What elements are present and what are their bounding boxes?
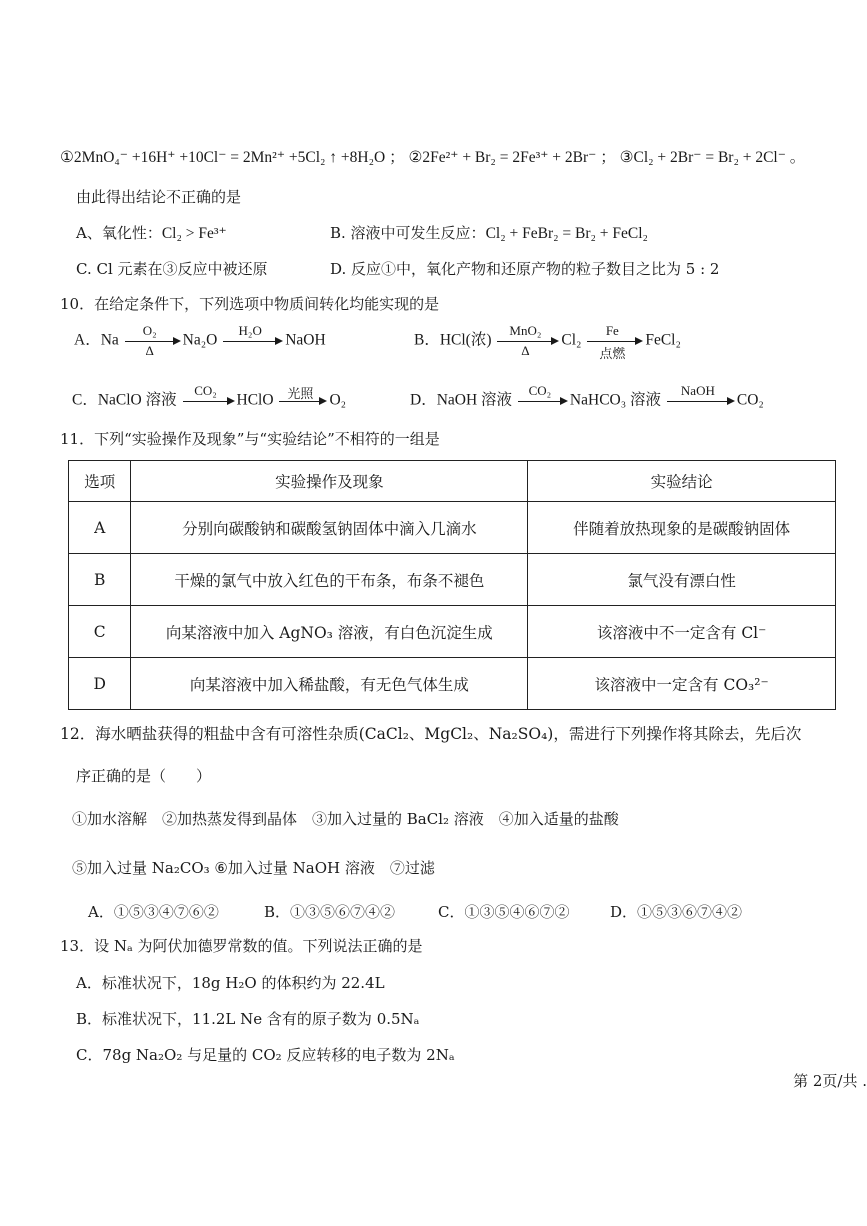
- q11-cell-conclusion: 该溶液中一定含有 CO₃²⁻: [528, 658, 836, 710]
- q10-b-s2: Cl₂: [561, 331, 582, 349]
- q10-d-label: D．: [410, 391, 437, 409]
- q13-option-a: A．标准状况下，18g H₂O 的体积约为 22.4L: [76, 974, 385, 992]
- q9-stem: 由此得出结论不正确的是: [76, 188, 242, 206]
- eq3-number: ③: [619, 149, 634, 166]
- q9-option-c: C. Cl 元素在③反应中被还原: [76, 260, 268, 278]
- q10-b-arrow-2-above: Fe: [605, 323, 619, 338]
- q10-option-c: [72, 383, 347, 416]
- q11-cell-conclusion: 伴随着放热现象的是碳酸钠固体: [528, 502, 836, 554]
- q11-table: [68, 460, 836, 710]
- q10-b-arrow-2-below: 点燃: [599, 346, 626, 361]
- q10-option-d: [410, 383, 764, 416]
- q10-b-arrow-1: [497, 323, 559, 358]
- q10-stem: 10．在给定条件下，下列选项中物质间转化均能实现的是: [60, 295, 440, 313]
- q12-option-b: B．①③⑤⑥⑦④②: [264, 903, 396, 921]
- q10-d-arrow-2-above: NaOH: [680, 383, 715, 398]
- q11-cell-conclusion: 氯气没有漂白性: [528, 554, 836, 606]
- q9-option-b: [330, 222, 648, 243]
- q11-cell-conclusion: 该溶液中不一定含有 Cl⁻: [528, 606, 836, 658]
- q12-option-d: D．①⑤③⑥⑦④②: [610, 903, 743, 921]
- q9-option-a: [76, 222, 227, 243]
- table-row: [69, 502, 836, 554]
- q12-option-c: C．①③⑤④⑥⑦②: [438, 903, 570, 921]
- q10-d-arrow-1-above: CO₂: [528, 383, 552, 398]
- q10-b-arrow-2: [587, 323, 643, 361]
- q10-a-arrow-2-above: H₂O: [238, 323, 262, 338]
- q10-a-arrow-2: [223, 323, 283, 356]
- q12-stem-line-2: 序正确的是（ ）: [76, 767, 212, 785]
- q13-option-b: B．标准状况下，11.2L Ne 含有的原子数为 0.5Nₐ: [76, 1010, 420, 1028]
- q11-cell-operation: 向某溶液中加入 AgNO₃ 溶液，有白色沉淀生成: [131, 606, 528, 658]
- q9-option-a-label: A、氧化性：: [76, 224, 162, 242]
- q11-header-operation: 实验操作及现象: [131, 461, 528, 502]
- q10-c-label: C．: [72, 391, 98, 409]
- q11-cell-option: B: [69, 554, 131, 606]
- q10-c-arrow-2-above: 光照: [287, 386, 314, 401]
- q10-a-label: A．: [74, 331, 101, 349]
- table-row: [69, 554, 836, 606]
- q10-d-arrow-2: [667, 383, 735, 416]
- q10-c-arrow-2: [279, 386, 327, 416]
- q10-option-b: [414, 323, 681, 361]
- q9-option-b-label: B. 溶液中可发生反应：: [330, 224, 486, 242]
- q10-b-s3: FeCl₂: [645, 331, 681, 349]
- q10-a-s3: NaOH: [285, 331, 326, 349]
- q11-stem: 11．下列“实验操作及现象”与“实验结论”不相符的一组是: [60, 430, 440, 448]
- q10-a-arrow-1: [125, 323, 181, 358]
- q10-option-a: [74, 323, 326, 358]
- q11-header-row: [69, 461, 836, 502]
- q12-option-a: A．①⑤③④⑦⑥②: [88, 903, 219, 921]
- q12-steps-line-1: ①加水溶解 ②加热蒸发得到晶体 ③加入过量的 BaCl₂ 溶液 ④加入适量的盐酸: [72, 810, 619, 828]
- q10-c-arrow-1-above: CO₂: [194, 383, 217, 398]
- q11-header-conclusion: 实验结论: [528, 461, 836, 502]
- q11-cell-option: C: [69, 606, 131, 658]
- q11-cell-operation: 干燥的氯气中放入红色的干布条，布条不褪色: [131, 554, 528, 606]
- q9-option-a-text: Cl₂ > Fe³⁺: [161, 225, 227, 242]
- q10-d-arrow-1: [518, 383, 568, 416]
- intro-equations: [60, 145, 805, 167]
- q10-b-arrow-1-below: Δ: [521, 343, 530, 358]
- q12-steps-line-2: ⑤加入过量 Na₂CO₃ ⑥加入过量 NaOH 溶液 ⑦过滤: [72, 859, 435, 877]
- q10-b-arrow-1-above: MnO₂: [509, 323, 542, 338]
- table-row: [69, 658, 836, 710]
- q10-d-s2: NaHCO₃ 溶液: [569, 391, 661, 409]
- q10-c-s1: NaClO 溶液: [97, 391, 177, 409]
- q12-stem-line-1: 12．海水晒盐获得的粗盐中含有可溶性杂质(CaCl₂、MgCl₂、Na₂SO₄)，需进行下列操作将其除去，先后次: [60, 725, 802, 743]
- q11-header-option: 选项: [69, 461, 131, 502]
- q10-c-s3: O₂: [329, 391, 347, 409]
- q11-cell-operation: 向某溶液中加入稀盐酸，有无色气体生成: [131, 658, 528, 710]
- q13-stem: 13．设 Nₐ 为阿伏加德罗常数的值。下列说法正确的是: [60, 937, 423, 955]
- q9-option-d: D. 反应①中，氧化产物和还原产物的粒子数目之比为 5 : 2: [330, 260, 720, 278]
- q9-option-b-text: Cl₂ + FeBr₂ = Br₂ + FeCl₂: [485, 225, 648, 242]
- eq1-number: ①: [60, 149, 74, 166]
- q11-cell-operation: 分别向碳酸钠和碳酸氢钠固体中滴入几滴水: [131, 502, 528, 554]
- page-number: 第 2页/共 .: [793, 1072, 867, 1090]
- q10-d-s1: NaOH 溶液: [436, 391, 513, 409]
- q10-a-arrow-1-above: O₂: [142, 323, 157, 338]
- q11-cell-option: D: [69, 658, 131, 710]
- q11-cell-option: A: [69, 502, 131, 554]
- q10-b-s1: HCl(浓): [439, 331, 492, 349]
- eq2-number: ②: [408, 149, 423, 166]
- q13-option-c: C．78g Na₂O₂ 与足量的 CO₂ 反应转移的电子数为 2Nₐ: [76, 1046, 455, 1064]
- q10-c-arrow-1: [183, 383, 235, 416]
- q10-d-s3: CO₂: [736, 391, 764, 409]
- equation-3: Cl₂ + 2Br⁻ = Br₂ + 2Cl⁻ 。: [633, 149, 806, 166]
- q10-c-s2: HClO: [236, 391, 274, 409]
- equation-1: 2MnO₄⁻ +16H⁺ +10Cl⁻ = 2Mn²⁺ +5Cl₂ ↑ +8H₂O ；: [73, 149, 405, 166]
- q10-a-arrow-1-below: Δ: [145, 343, 154, 358]
- table-row: [69, 606, 836, 658]
- equation-2: 2Fe²⁺ + Br₂ = 2Fe³⁺ + 2Br⁻ ；: [422, 149, 616, 166]
- q10-b-label: B．: [414, 331, 440, 349]
- q10-a-s2: Na₂O: [182, 331, 218, 349]
- q10-a-s1: Na: [100, 331, 119, 349]
